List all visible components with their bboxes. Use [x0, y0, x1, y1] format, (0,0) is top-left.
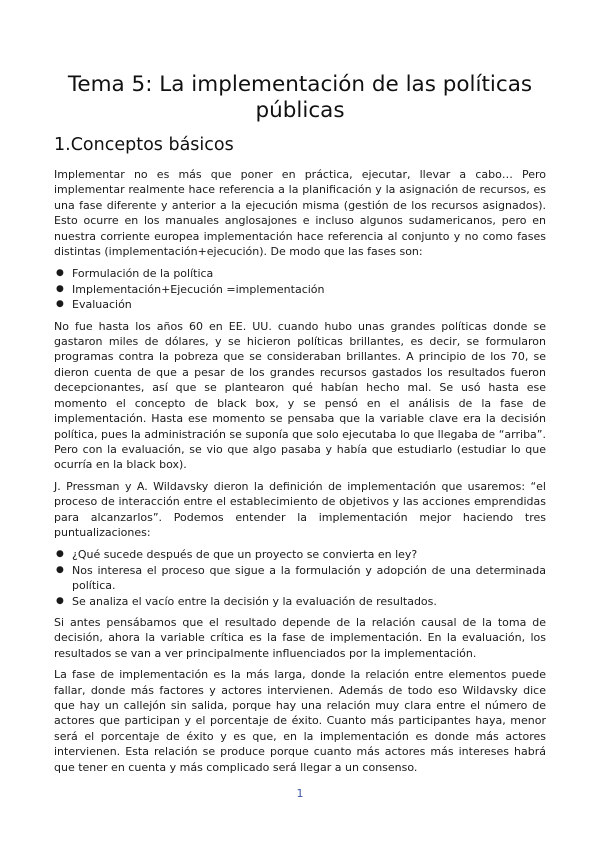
bullet-icon: ● — [56, 549, 64, 560]
list-item-text: ¿Qué sucede después de que un proyecto se convierta en ley? — [72, 548, 418, 562]
list-item — [54, 266, 546, 281]
bullet-icon: ● — [56, 299, 64, 310]
page-title: Tema 5: La implementación de las políticas públicas — [67, 72, 533, 123]
paragraph-intro: Implementar no es más que poner en práctica, ejecutar, llevar a cabo… Pero implementar realmente hace referencia a la planificación y la asignación de recursos, es una fase diferente y anterior a la ejecución misma (gestión de los recursos asignados). Esto ocurre en los manuales anglosajones e incluso algunos sudamericanos, pero en nuestra corriente europea implementación hace referencia al conjunto y no como fases distintas (implementación+ejecución). De modo que las fases son: — [54, 168, 546, 259]
list-item-text: Se analiza el vacío entre la decisión y la evaluación de resultados. — [72, 594, 437, 608]
points-list — [54, 547, 546, 609]
list-item-text: Nos interesa el proceso que sigue a la formulación y adopción de una determinada política. — [72, 563, 546, 593]
bullet-icon: ● — [56, 283, 64, 294]
list-item — [54, 547, 546, 562]
document-page — [54, 0, 546, 775]
paragraph-history: No fue hasta los años 60 en EE. UU. cuando hubo unas grandes políticas donde se gastaron miles de dólares, y se hicieron políticas brillantes, es decir, se formularon programas contra la pobreza que se consideraban brillantes. A principio de los 70, se dieron cuenta de que a pesar de los grandes recursos gastados los resultados fueron decepcionantes, así que se plantearon qué habían hecho mal. Se usó hasta ese momento el concepto de black box, y se pensó en el análisis de la fase de implementación. Hasta ese momento se pensaba que la variable clave era la decisión política, pues la administración se suponía que solo ejecutaba lo que llegaba de “arriba”. Pero con la evaluación, se vio que algo pasaba y había que estudiarlo (estudiar lo que ocurría en la black box). — [54, 319, 546, 472]
list-item-text: Evaluación — [72, 298, 132, 312]
bullet-icon: ● — [56, 595, 64, 606]
list-item-text: Formulación de la política — [72, 267, 214, 281]
bullet-icon: ● — [56, 564, 64, 575]
list-item — [54, 282, 546, 297]
list-item — [54, 563, 546, 594]
phases-list — [54, 266, 546, 312]
paragraph-longest-phase: La fase de implementación es la más larga, donde la relación entre elementos puede fallar, donde más factores y actores intervienen. Además de todo eso Wildavsky dice que hay un callejón sin salida, porque hay una relación muy clara entre el número de actores que participan y el porcentaje de éxito. Cuanto más participantes haya, menor será el porcentaje de éxito y es que, en la implementación es donde más actores intervienen. Esta relación se produce porque cuanto más actores más intereses habrá que tener en cuenta y más complicado será llegar a un consenso. — [54, 668, 546, 774]
bullet-icon: ● — [56, 268, 64, 279]
paragraph-definition: J. Pressman y A. Wildavsky dieron la definición de implementación que usaremos: “el proceso de interacción entre el establecimiento de objetivos y las acciones emprendidas para alcanzarlos”. Podemos entender la implementación mejor haciendo tres puntualizaciones: — [54, 479, 546, 539]
list-item — [54, 297, 546, 312]
page-number: 1 — [296, 787, 304, 800]
list-item-text: Implementación+Ejecución =implementación — [72, 282, 325, 296]
section-heading: 1.Conceptos básicos — [54, 135, 234, 155]
list-item — [54, 594, 546, 609]
paragraph-critical-variable: Si antes pensábamos que el resultado depende de la relación causal de la toma de decisión, ahora la variable crítica es la fase de implementación. En la evaluación, los resultados se van a ver principalmente influenciados por la implementación. — [54, 615, 546, 660]
